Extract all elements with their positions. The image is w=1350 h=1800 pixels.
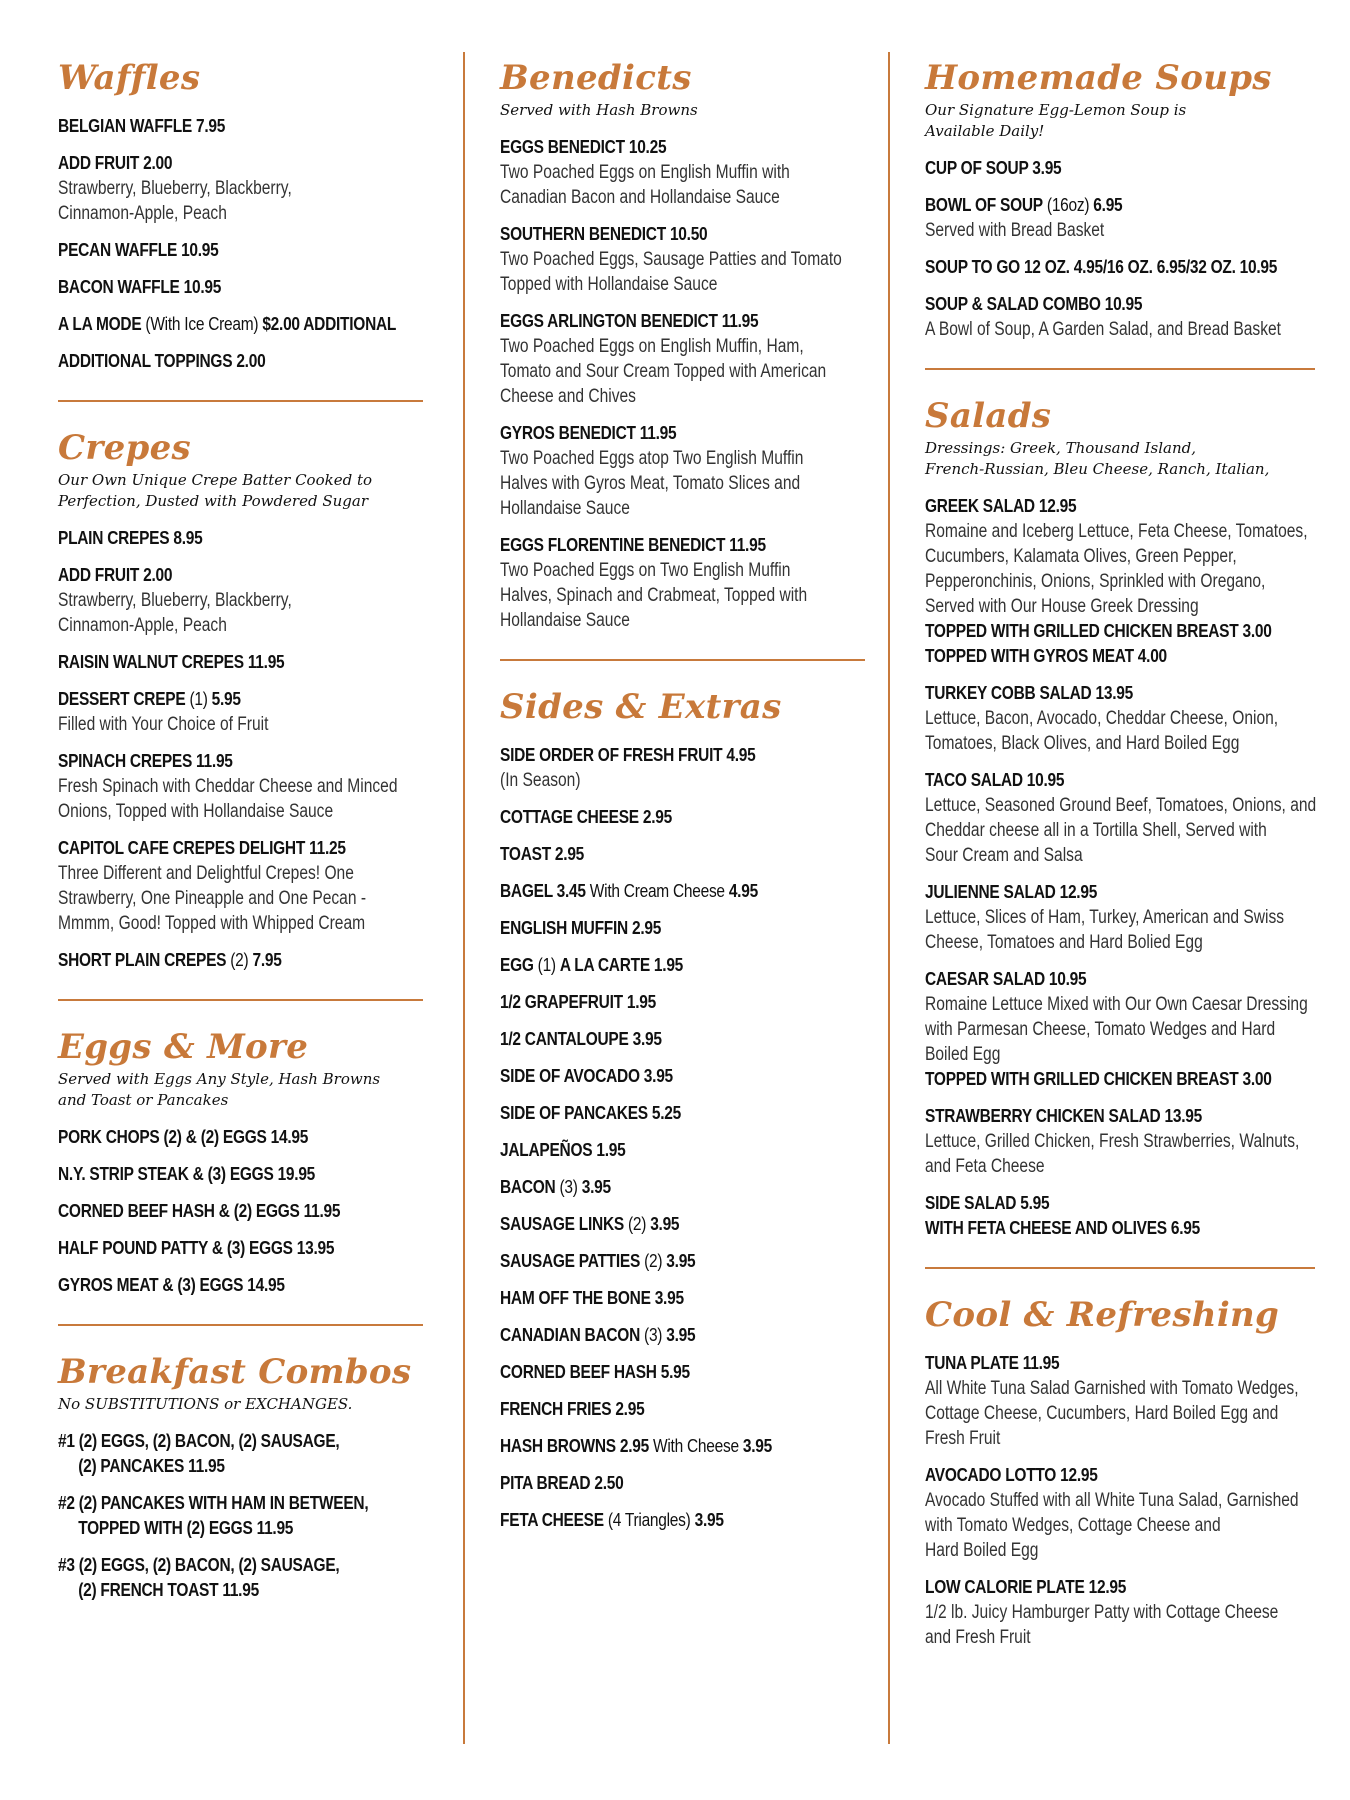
item-name-note: With Cheese: [648, 1436, 743, 1456]
item-name-text: JALAPEÑOS 1.95: [500, 1140, 626, 1160]
item-name-text: A LA MODE: [58, 314, 142, 334]
menu-item: [925, 156, 1325, 181]
menu-item: [500, 1434, 870, 1459]
item-name-text: CORNED BEEF HASH 5.95: [500, 1362, 690, 1382]
item-name-note: (2): [623, 1214, 651, 1234]
menu-item-name: [500, 1101, 818, 1126]
menu-item: [500, 1323, 870, 1348]
menu-item-description: Three Different and Delightful Crepes! One Strawberry, One Pineapple and One Pecan - Mmmm, Good! Topped with Whipped Cream: [58, 863, 367, 934]
menu-item-description: (In Season): [500, 770, 581, 791]
menu-item-name: [58, 1491, 376, 1541]
menu-item: [500, 1286, 870, 1311]
menu-item: [58, 1429, 428, 1479]
item-name-text: GYROS MEAT & (3) EGGS 14.95: [58, 1275, 285, 1295]
menu-item-name: [925, 1104, 1269, 1129]
menu-item: [58, 114, 428, 139]
menu-item-name: [58, 1162, 376, 1187]
menu-item: [925, 1191, 1325, 1241]
menu-item: [500, 222, 870, 297]
menu-item-name: [500, 743, 818, 768]
menu-item: [925, 1575, 1325, 1650]
menu-item-name: [925, 193, 1269, 218]
item-name-text: HALF POUND PATTY & (3) EGGS 13.95: [58, 1238, 335, 1258]
item-name-text: SOUTHERN BENEDICT 10.50: [500, 224, 708, 244]
item-price: 3.95: [694, 1510, 724, 1530]
menu-item-description: Lettuce, Bacon, Avocado, Cheddar Cheese, Onion, Tomatoes, Black Olives, and Hard Boiled Egg: [925, 708, 1279, 754]
menu-item-name: [500, 1175, 818, 1200]
item-name-text: LOW CALORIE PLATE 12.95: [925, 1577, 1127, 1597]
menu-item-name: [500, 135, 818, 160]
menu-item: [925, 768, 1325, 868]
menu-item: [58, 563, 428, 638]
item-name-text: ADD FRUIT 2.00: [58, 565, 173, 585]
menu-item: [58, 1491, 428, 1541]
menu-item: [500, 421, 870, 521]
menu-section: [58, 1027, 428, 1298]
menu-item-name: [58, 687, 376, 712]
menu-item-name: [58, 151, 376, 176]
item-price: 4.95: [728, 881, 758, 901]
menu-item: [500, 1360, 870, 1385]
menu-item: [58, 1553, 428, 1603]
item-name-text: SIDE OF AVOCADO 3.95: [500, 1066, 673, 1086]
menu-item-name: [925, 1191, 1269, 1216]
menu-item: [925, 880, 1325, 955]
item-name-text: PORK CHOPS (2) & (2) EGGS 14.95: [58, 1127, 309, 1147]
item-price: 3.95: [742, 1436, 772, 1456]
menu-item: [500, 1397, 870, 1422]
section-title: Waffles: [58, 58, 201, 98]
menu-item: [500, 533, 870, 633]
menu-item-name: [500, 533, 818, 558]
menu-item: [925, 1104, 1325, 1179]
item-name-text: TOAST 2.95: [500, 844, 585, 864]
menu-item-name: [58, 114, 376, 139]
menu-item-name: [58, 238, 376, 263]
item-name-text: ADDITIONAL TOPPINGS 2.00: [58, 351, 266, 371]
item-name-text: PITA BREAD 2.50: [500, 1473, 624, 1493]
menu-item-name: [925, 1575, 1269, 1600]
menu-item: [58, 1162, 428, 1187]
menu-item-name: [58, 1236, 376, 1261]
item-price: 3.95: [666, 1325, 696, 1345]
menu-item-description: Two Poached Eggs on English Muffin, Ham, Tomato and Sour Cream Topped with American Cheese and Chives: [500, 336, 827, 407]
item-name-note: (1): [533, 955, 560, 975]
item-name-text: COTTAGE CHEESE 2.95: [500, 807, 673, 827]
section-divider: [58, 400, 423, 402]
menu-item-name: [58, 563, 376, 588]
item-name-text: TURKEY COBB SALAD 13.95: [925, 683, 1133, 703]
menu-item: [58, 1199, 428, 1224]
menu-item-name: [500, 1323, 818, 1348]
item-name-text: SIDE ORDER OF FRESH FRUIT 4.95: [500, 745, 756, 765]
menu-item: [500, 743, 870, 793]
item-name-text: CUP OF SOUP 3.95: [925, 158, 1062, 178]
menu-item-name: [500, 1249, 818, 1274]
section-title: Eggs & More: [58, 1027, 309, 1067]
menu-item: [925, 967, 1325, 1092]
menu-item: [58, 349, 428, 374]
item-name-text: FETA CHEESE: [500, 1510, 604, 1530]
menu-item: [925, 193, 1325, 243]
column-divider-1: [463, 52, 465, 1744]
item-name-text: SPINACH CREPES 11.95: [58, 751, 233, 771]
menu-item-name: [58, 1125, 376, 1150]
menu-item: [58, 948, 428, 973]
item-name-text: EGGS ARLINGTON BENEDICT 11.95: [500, 311, 759, 331]
item-name-text: GREEK SALAD 12.95: [925, 496, 1077, 516]
menu-column-2: [500, 52, 870, 1545]
section-subtitle: Our Own Unique Crepe Batter Cooked to Perfection, Dusted with Powdered Sugar: [58, 471, 373, 510]
menu-item-name: [500, 421, 818, 446]
menu-item-description: Two Poached Eggs on Two English Muffin Halves, Spinach and Crabmeat, Topped with Hollandaise Sauce: [500, 560, 808, 631]
menu-item-description: Romaine Lettuce Mixed with Our Own Caesar Dressing with Parmesan Cheese, Tomato Wedges and Hard Boiled Egg: [925, 994, 1308, 1065]
item-name-note: With Cream Cheese: [585, 881, 729, 901]
menu-item-name: [58, 1429, 376, 1479]
menu-item: [58, 836, 428, 936]
menu-item-description: All White Tuna Salad Garnished with Tomato Wedges, Cottage Cheese, Cucumbers, Hard Boiled Egg and Fresh Fruit: [925, 1378, 1299, 1449]
menu-item: [925, 1351, 1325, 1451]
item-name-note: (1): [185, 689, 212, 709]
item-name-text: 1/2 CANTALOUPE 3.95: [500, 1029, 662, 1049]
menu-section: [500, 58, 870, 633]
item-name-text: CAESAR SALAD 10.95: [925, 969, 1087, 989]
item-name-text: EGGS FLORENTINE BENEDICT 11.95: [500, 535, 766, 555]
menu-item-addon: WITH FETA CHEESE AND OLIVES 6.95: [925, 1218, 1201, 1238]
menu-item-name: [500, 953, 818, 978]
menu-item-name: [925, 494, 1269, 519]
item-name-text: BELGIAN WAFFLE 7.95: [58, 116, 226, 136]
menu-item-name: [58, 836, 376, 861]
item-name-text: AVOCADO LOTTO 12.95: [925, 1465, 1098, 1485]
item-name-text: 1/2 GRAPEFRUIT 1.95: [500, 992, 656, 1012]
menu-item-description: Fresh Spinach with Cheddar Cheese and Minced Onions, Topped with Hollandaise Sauce: [58, 776, 398, 822]
section-title: Sides & Extras: [500, 687, 782, 727]
menu-item-name: [500, 1212, 818, 1237]
menu-item-name: [58, 1199, 376, 1224]
menu-item-addon: TOPPED WITH GYROS MEAT 4.00: [925, 646, 1167, 666]
item-name-text: HASH BROWNS 2.95: [500, 1436, 649, 1456]
menu-item: [500, 842, 870, 867]
menu-item-description: Lettuce, Grilled Chicken, Fresh Strawberries, Walnuts, and Feta Cheese: [925, 1131, 1300, 1177]
item-name-text: #3 (2) EGGS, (2) BACON, (2) SAUSAGE, (2) FRENCH TOAST 11.95: [58, 1555, 340, 1600]
menu-item-name: [500, 1064, 818, 1089]
menu-item-name: [500, 222, 818, 247]
menu-item: [500, 1212, 870, 1237]
item-name-text: SIDE OF PANCAKES 5.25: [500, 1103, 681, 1123]
item-price: 7.95: [252, 950, 282, 970]
menu-section: [925, 1295, 1325, 1650]
menu-item: [58, 687, 428, 737]
menu-item: [58, 1236, 428, 1261]
menu-item-description: A Bowl of Soup, A Garden Salad, and Bread Basket: [925, 319, 1281, 340]
menu-item-name: [925, 768, 1269, 793]
menu-item-name: [58, 650, 376, 675]
item-price: 3.95: [666, 1251, 696, 1271]
menu-section: [58, 58, 428, 374]
item-name-text: SAUSAGE PATTIES: [500, 1251, 641, 1271]
section-subtitle: Dressings: Greek, Thousand Island, French-Russian, Bleu Cheese, Ranch, Italian,: [925, 439, 1270, 478]
item-name-text: ENGLISH MUFFIN 2.95: [500, 918, 662, 938]
menu-item-description: Two Poached Eggs on English Muffin with Canadian Bacon and Hollandaise Sauce: [500, 162, 790, 208]
item-name-text: ADD FRUIT 2.00: [58, 153, 173, 173]
menu-item-name: [500, 1360, 818, 1385]
menu-item: [500, 1101, 870, 1126]
menu-item-addon: TOPPED WITH GRILLED CHICKEN BREAST 3.00: [925, 621, 1272, 641]
menu-item: [58, 275, 428, 300]
menu-item: [500, 1471, 870, 1496]
item-name-text: #1 (2) EGGS, (2) BACON, (2) SAUSAGE, (2) PANCAKES 11.95: [58, 1431, 340, 1476]
menu-item-name: [925, 156, 1269, 181]
column-divider-2: [888, 52, 890, 1744]
menu-item-name: [925, 292, 1269, 317]
menu-item-name: [500, 842, 818, 867]
item-name-text: EGG: [500, 955, 534, 975]
menu-item-name: [58, 1553, 376, 1603]
item-name-text: SOUP & SALAD COMBO 10.95: [925, 294, 1143, 314]
item-name-text: SHORT PLAIN CREPES: [58, 950, 227, 970]
menu-item-name: [58, 526, 376, 551]
menu-item-name: [500, 879, 818, 904]
menu-item-description: 1/2 lb. Juicy Hamburger Patty with Cottage Cheese and Fresh Fruit: [925, 1602, 1279, 1648]
menu-item: [58, 312, 428, 337]
item-name-text: BOWL OF SOUP: [925, 195, 1043, 215]
item-price: 3.95: [650, 1214, 680, 1234]
section-title: Benedicts: [500, 58, 692, 98]
menu-item: [500, 805, 870, 830]
menu-item: [500, 916, 870, 941]
menu-item: [500, 1064, 870, 1089]
section-subtitle: No SUBSTITUTIONS or EXCHANGES.: [58, 1395, 353, 1413]
item-name-note: (2): [640, 1251, 667, 1271]
section-divider: [925, 368, 1315, 370]
menu-item-name: [500, 1508, 818, 1533]
item-name-text: TUNA PLATE 11.95: [925, 1353, 1060, 1373]
item-name-text: HAM OFF THE BONE 3.95: [500, 1288, 684, 1308]
menu-item: [500, 879, 870, 904]
item-name-text: PECAN WAFFLE 10.95: [58, 240, 219, 260]
menu-item-name: [925, 681, 1269, 706]
menu-item-description: Served with Bread Basket: [925, 220, 1105, 241]
menu-item: [58, 151, 428, 226]
menu-item: [500, 135, 870, 210]
menu-item-name: [500, 1286, 818, 1311]
section-subtitle: Our Signature Egg-Lemon Soup is Available Daily!: [925, 101, 1187, 140]
menu-item-name: [500, 1471, 818, 1496]
item-name-note: (3): [640, 1325, 667, 1345]
menu-item-description: Two Poached Eggs, Sausage Patties and Tomato Topped with Hollandaise Sauce: [500, 249, 842, 295]
menu-item-name: [58, 948, 376, 973]
item-name-text: CAPITOL CAFE CREPES DELIGHT 11.25: [58, 838, 346, 858]
item-name-text: SAUSAGE LINKS: [500, 1214, 624, 1234]
item-price: A LA CARTE 1.95: [559, 955, 684, 975]
item-name-text: CANADIAN BACON: [500, 1325, 641, 1345]
item-name-note: (With Ice Cream): [141, 314, 263, 334]
menu-item: [500, 1175, 870, 1200]
menu-item: [500, 1249, 870, 1274]
menu-item-name: [500, 916, 818, 941]
menu-item: [58, 1273, 428, 1298]
item-name-text: SOUP TO GO 12 OZ. 4.95/16 OZ. 6.95/32 OZ. 10.95: [925, 257, 1278, 277]
menu-item-name: [58, 312, 397, 337]
menu-item: [500, 1027, 870, 1052]
section-divider: [500, 659, 865, 661]
item-name-text: #2 (2) PANCAKES WITH HAM IN BETWEEN, TOPPED WITH (2) EGGS 11.95: [58, 1493, 369, 1538]
menu-item: [58, 749, 428, 824]
menu-item: [500, 953, 870, 978]
item-name-text: BACON: [500, 1177, 556, 1197]
menu-item: [925, 292, 1325, 342]
item-price: 6.95: [1093, 195, 1123, 215]
section-title: Cool & Refreshing: [925, 1295, 1280, 1335]
menu-item-name: [925, 255, 1278, 280]
item-name-text: RAISIN WALNUT CREPES 11.95: [58, 652, 285, 672]
item-price: $2.00 ADDITIONAL: [262, 314, 397, 334]
item-name-note: (16oz): [1042, 195, 1094, 215]
section-divider: [58, 1324, 423, 1326]
menu-item-name: [58, 749, 376, 774]
menu-item: [58, 650, 428, 675]
menu-item: [58, 1125, 428, 1150]
menu-item: [500, 1508, 870, 1533]
menu-column-1: [58, 52, 428, 1615]
item-name-note: (3): [555, 1177, 582, 1197]
menu-item-name: [58, 349, 376, 374]
menu-item-description: Filled with Your Choice of Fruit: [58, 714, 269, 735]
menu-item-name: [925, 880, 1269, 905]
menu-item: [500, 990, 870, 1015]
menu-section: [925, 58, 1325, 342]
menu-item-name: [925, 1351, 1269, 1376]
menu-item-description: Avocado Stuffed with all White Tuna Salad, Garnished with Tomato Wedges, Cottage Cheese and Hard Boiled Egg: [925, 1490, 1299, 1561]
menu-item-name: [925, 1463, 1269, 1488]
item-name-text: JULIENNE SALAD 12.95: [925, 882, 1098, 902]
menu-item-description: Strawberry, Blueberry, Blackberry, Cinnamon-Apple, Peach: [58, 178, 292, 224]
menu-item-addon: TOPPED WITH GRILLED CHICKEN BREAST 3.00: [925, 1069, 1272, 1089]
item-name-text: TACO SALAD 10.95: [925, 770, 1065, 790]
menu-column-3: [925, 52, 1325, 1662]
item-price: 5.95: [211, 689, 241, 709]
item-name-note: (2): [226, 950, 253, 970]
menu-item-name: [500, 1434, 818, 1459]
section-title: Homemade Soups: [925, 58, 1272, 98]
section-divider: [58, 999, 423, 1001]
menu-item-description: Lettuce, Seasoned Ground Beef, Tomatoes, Onions, and Cheddar cheese all in a Tortilla Shell, Served with Sour Cream and Salsa: [925, 795, 1317, 866]
menu-item-name: [58, 275, 376, 300]
item-name-note: (4 Triangles): [603, 1510, 695, 1530]
menu-item: [58, 526, 428, 551]
menu-item: [925, 1463, 1325, 1563]
menu-item: [500, 1138, 870, 1163]
item-name-text: DESSERT CREPE: [58, 689, 186, 709]
item-name-text: SIDE SALAD 5.95: [925, 1193, 1050, 1213]
item-name-text: EGGS BENEDICT 10.25: [500, 137, 667, 157]
menu-item: [925, 494, 1325, 669]
menu-item: [925, 255, 1325, 280]
menu-item-name: [500, 1138, 818, 1163]
menu-item-name: [500, 1397, 818, 1422]
menu-item: [925, 681, 1325, 756]
section-subtitle: Served with Hash Browns: [500, 101, 698, 119]
menu-item-name: [500, 805, 818, 830]
section-divider: [925, 1267, 1315, 1269]
menu-section: [58, 1352, 428, 1603]
menu-section: [58, 428, 428, 973]
section-title: Breakfast Combos: [58, 1352, 412, 1392]
menu-item-description: Lettuce, Slices of Ham, Turkey, American and Swiss Cheese, Tomatoes and Hard Bolied Egg: [925, 907, 1285, 953]
item-name-text: STRAWBERRY CHICKEN SALAD 13.95: [925, 1106, 1202, 1126]
menu-item-name: [500, 990, 818, 1015]
menu-item-description: Two Poached Eggs atop Two English Muffin Halves with Gyros Meat, Tomato Slices and Hollandaise Sauce: [500, 448, 804, 519]
item-price: 3.95: [581, 1177, 611, 1197]
menu-item-name: [500, 1027, 818, 1052]
item-name-text: BAGEL 3.45: [500, 881, 586, 901]
menu-item: [500, 309, 870, 409]
section-title: Crepes: [58, 428, 191, 468]
menu-section: [500, 687, 870, 1533]
item-name-text: CORNED BEEF HASH & (2) EGGS 11.95: [58, 1201, 341, 1221]
item-name-text: N.Y. STRIP STEAK & (3) EGGS 19.95: [58, 1164, 316, 1184]
menu-item-name: [925, 967, 1269, 992]
menu-section: [925, 396, 1325, 1241]
menu-item: [58, 238, 428, 263]
section-subtitle: Served with Eggs Any Style, Hash Browns and Toast or Pancakes: [58, 1070, 381, 1109]
menu-item-name: [500, 309, 818, 334]
item-name-text: BACON WAFFLE 10.95: [58, 277, 222, 297]
item-name-text: GYROS BENEDICT 11.95: [500, 423, 677, 443]
item-name-text: PLAIN CREPES 8.95: [58, 528, 203, 548]
section-title: Salads: [925, 396, 1052, 436]
menu-item-description: Strawberry, Blueberry, Blackberry, Cinnamon-Apple, Peach: [58, 590, 292, 636]
item-name-text: FRENCH FRIES 2.95: [500, 1399, 645, 1419]
menu-item-description: Romaine and Iceberg Lettuce, Feta Cheese, Tomatoes, Cucumbers, Kalamata Olives, Green Pepper, Pepperonchinis, Onions, Sprinkled with Oregano, Served with Our House Greek Dressing: [925, 521, 1308, 617]
menu-item-name: [58, 1273, 376, 1298]
